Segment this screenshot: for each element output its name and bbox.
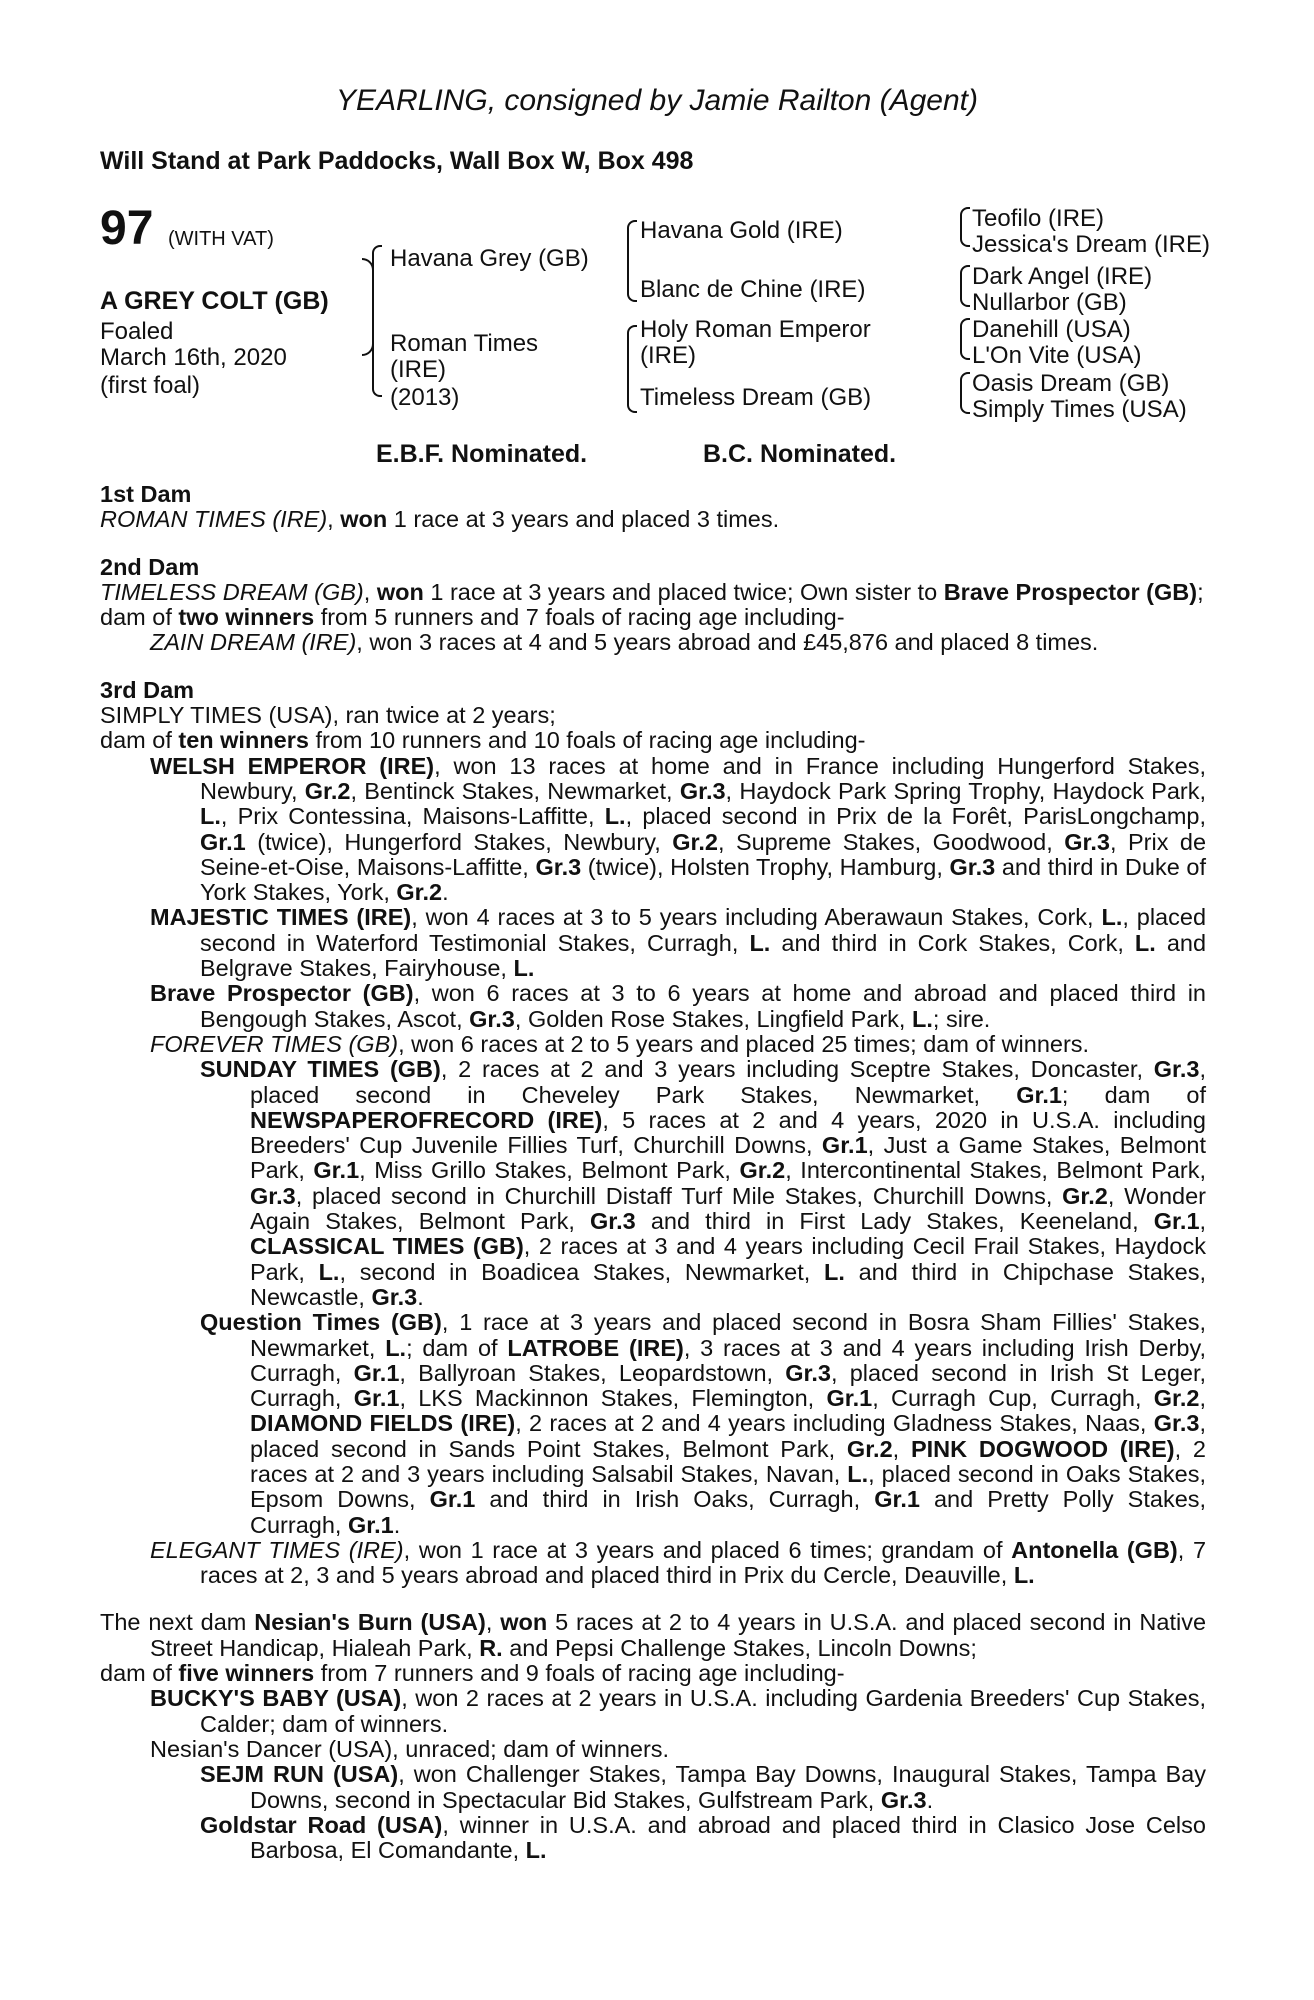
entry-text: Supreme Stakes, Goodwood, <box>735 828 1053 855</box>
pedigree-dam-1: Roman Times <box>390 330 539 357</box>
next-dam-entry: The next dam Nesian's Burn (USA), won 5 races at 2 to 4 years in U.S.A. and placed second in Native Street Handicap, Hialeah Park, R. and Pepsi Challenge Stakes, Lincoln Downs; <box>100 1609 1207 1661</box>
zain-dream-record: won 3 races at 4 and 5 years abroad and £45,876 and placed 8 times. <box>369 629 1099 656</box>
entry-text: (twice), Hungerford Stakes, Newbury, <box>257 828 661 855</box>
grade-badge: L. <box>385 1334 407 1361</box>
runners-count: from 7 runners and 9 foals of racing age including- <box>320 1660 845 1687</box>
grade-badge: L. <box>318 1258 340 1285</box>
won-label: won <box>500 1609 548 1636</box>
pedigree-brace-g3 <box>960 318 970 360</box>
horse-name-bold: WELSH EMPEROR (IRE) <box>150 752 435 779</box>
pedigree-notes <box>100 482 1206 1863</box>
entry-text: placed second in Oaks Stakes, Epsom Downs, <box>250 1460 1206 1513</box>
grade-badge: Gr.3 <box>1064 828 1110 855</box>
entry-text: 7 races at 2, 3 and 5 years abroad and placed third in Prix du Cercle, Deauville, <box>200 1536 1207 1589</box>
next-dam-produce <box>100 1661 1206 1686</box>
pedigree-g3-8: Simply Times (USA) <box>972 396 1187 423</box>
grade-badge: Gr.1 <box>353 1359 400 1386</box>
grade-badge: Gr.3 <box>949 853 996 880</box>
entry-text: and third in Chipchase Stakes, Newcastle, <box>250 1258 1206 1310</box>
grade-badge: L. <box>200 803 221 830</box>
horse-name-bold: CLASSICAL TIMES (GB) <box>250 1233 524 1260</box>
pedigree-brace-g4 <box>960 372 970 414</box>
pedigree-dam-dam: Timeless Dream (GB) <box>640 384 872 411</box>
winners-count: ten winners <box>178 727 309 754</box>
won-label: won <box>376 578 424 605</box>
entry-text: 2 races at 2 and 4 years including Gladness Stakes, Naas, <box>529 1410 1147 1437</box>
entry-text: and Pepsi Challenge Stakes, Lincoln Downs; <box>509 1634 977 1661</box>
pedigree-brace-g1 <box>960 207 970 247</box>
entry-text: 5 races at 2 and 4 years, 2020 in U.S.A. including Breeders' Cup Juvenile Fillies Turf, Churchill Downs, <box>250 1106 1206 1159</box>
entry-text: 2 races at 3 and 4 years including Cecil Frail Stakes, Haydock Park, <box>250 1233 1206 1285</box>
entry-text: placed second in Irish St Leger, Curragh, <box>250 1359 1207 1412</box>
grade-badge: Gr.3 <box>1153 1056 1200 1083</box>
entry-text: 2 races at 2 and 3 years including Salsabil Stakes, Navan, <box>250 1435 1206 1487</box>
second-dam-name: TIMELESS DREAM (GB) <box>100 578 364 605</box>
entry-text: Prix de Seine-et-Oise, Maisons-Laffitte, <box>200 828 1207 880</box>
horse-name-bold: Goldstar Road (USA) <box>200 1811 443 1838</box>
entry-text: dam of <box>1104 1081 1207 1108</box>
buckys-baby-entry: BUCKY'S BABY (USA), won 2 races at 2 years in U.S.A. including Gardenia Breeders' Cup Stakes, Calder; dam of winners. <box>150 1685 1206 1737</box>
pedigree-dam-2: (IRE) <box>390 356 446 383</box>
grade-badge: R. <box>479 1634 503 1661</box>
grade-badge: Gr.3 <box>679 777 726 804</box>
entry-text: 3 races at 3 and 4 years including Irish Derby, Curragh, <box>250 1334 1207 1386</box>
pedigree-dam-sire-2: (IRE) <box>640 342 696 369</box>
grade-badge: L. <box>513 955 535 982</box>
entry-text: Just a Game Stakes, Belmont Park, <box>250 1132 1207 1184</box>
pedigree-g3-2: Jessica's Dream (IRE) <box>972 231 1210 258</box>
grade-badge: L. <box>749 929 771 956</box>
entry-text: and third in Cork Stakes, Cork, <box>781 929 1124 956</box>
second-dam-text: TIMELESS DREAM (GB), won 1 race at 3 years and placed twice; Own sister to Brave Prospector (GB); <box>100 578 1204 605</box>
horse-name-bold: PINK DOGWOOD (IRE) <box>910 1435 1175 1462</box>
grade-badge: Gr.2 <box>1153 1385 1200 1412</box>
grade-badge: Gr.3 <box>250 1182 296 1209</box>
horse-name-bold: Nesian's Burn (USA) <box>254 1609 486 1636</box>
entry-text: placed second in Waterford Testimonial Stakes, Curragh, <box>200 904 1207 956</box>
won-label: won <box>340 506 388 533</box>
pedigree-brace-g2 <box>960 265 970 307</box>
horse-name-bold: Question Times (GB) <box>200 1309 442 1336</box>
grade-badge: L. <box>604 803 626 830</box>
entry-text: winner in U.S.A. and abroad and placed third in Clasico Jose Celso Barbosa, El Comandante, <box>250 1811 1206 1864</box>
entry-text: and third in First Lady Stakes, Keeneland, <box>650 1208 1139 1235</box>
entry-text: second in Boadicea Stakes, Newmarket, <box>359 1258 811 1285</box>
pedigree-sire: Havana Grey (GB) <box>390 245 589 272</box>
horse-name-bold: SEJM RUN (USA) <box>200 1761 399 1788</box>
first-dam-text: ROMAN TIMES (IRE), won 1 race at 3 years and placed 3 times. <box>100 506 780 533</box>
sister-name: Brave Prospector (GB) <box>943 578 1198 605</box>
foaled-date: March 16th, 2020 <box>100 344 287 371</box>
pedigree-brace-dam <box>627 325 637 413</box>
grade-badge: L. <box>847 1460 869 1487</box>
majestic-times-entry: MAJESTIC TIMES (IRE), won 4 races at 3 to 5 years including Aberawaun Stakes, Cork, L., placed second in Waterford Testimonial Stakes, Curragh, L. and third in Cork Stakes, Cork, L. and Belgrave Stakes, Fairyhouse, L. <box>150 904 1207 982</box>
entry-text: 1 race at 3 years and placed second in Bosra Sham Fillies' Stakes, Newmarket, <box>250 1309 1206 1361</box>
grade-badge: Gr.2 <box>739 1157 786 1184</box>
pedigree-brace-sire <box>627 220 637 302</box>
sunday-times-entry: SUNDAY TIMES (GB), 2 races at 2 and 3 years including Sceptre Stakes, Doncaster, Gr.3, placed second in Cheveley Park Stakes, Newmarket, Gr.1; dam of NEWSPAPEROFRECORD (IRE), 5 races at 2 and 4 years, 2020 in U.S.A. including Breeders' Cup Juvenile Fillies Turf, Churchill Downs, Gr.1, Just a Game Stakes, Belmont Park, Gr.1, Miss Grillo Stakes, Belmont Park, Gr.2, Intercontinental Stakes, Belmont Park, Gr.3, placed second in Churchill Distaff Turf Mile Stakes, Churchill Downs, Gr.2, Wonder Again Stakes, Belmont Park, Gr.3 and third in First Lady Stakes, Keeneland, Gr.1, CLASSICAL TIMES (GB), 2 races at 3 and 4 years including Cecil Frail Stakes, Haydock Park, L., second in Boadicea Stakes, Newmarket, L. and third in Chipchase Stakes, Newcastle, Gr.3. <box>200 1056 1207 1310</box>
grade-badge: Gr.1 <box>821 1132 868 1159</box>
entry-text: won 1 race at 3 years and placed 6 times; grandam of <box>418 1536 1003 1563</box>
stand-location: Will Stand at Park Paddocks, Wall Box W, Box 498 <box>100 147 694 175</box>
winners-count: five winners <box>178 1660 315 1687</box>
entry-text: 2 races at 2 and 3 years including Sceptre Stakes, Doncaster, <box>458 1056 1143 1083</box>
entry-text: sire. <box>945 1005 991 1032</box>
grade-badge: Gr.3 <box>1153 1410 1200 1437</box>
grade-badge: Gr.1 <box>200 828 246 855</box>
second-dam-produce <box>100 605 1206 630</box>
entry-text: Wonder Again Stakes, Belmont Park, <box>250 1182 1206 1235</box>
entry-text: Golden Rose Stakes, Lingfield Park, <box>527 1005 906 1032</box>
grade-badge: Gr.1 <box>1153 1208 1200 1235</box>
grade-badge: Gr.1 <box>874 1486 920 1513</box>
horse-name-bold: LATROBE (IRE) <box>507 1334 684 1361</box>
foaled-label: Foaled <box>100 318 174 345</box>
grade-badge: Gr.1 <box>1016 1081 1062 1108</box>
grade-badge: L. <box>1134 929 1156 956</box>
entry-text: 5 races at 2 to 4 years in U.S.A. and placed second in Native Street Handicap, Hialeah Park, <box>150 1609 1207 1661</box>
grade-badge: Gr.2 <box>1062 1182 1108 1209</box>
entry-text: placed second in Prix de la Forêt, ParisLongchamp, <box>642 803 1207 830</box>
pedigree-brace-parents <box>372 245 382 397</box>
runners-count: from 10 runners and 10 foals of racing age including- <box>315 727 866 754</box>
grade-badge: Gr.2 <box>672 828 718 855</box>
entry-text: won 2 races at 2 years in U.S.A. including Gardenia Breeders' Cup Stakes, Calder; dam of winners. <box>200 1685 1206 1737</box>
dam-of-label: dam of <box>100 1660 172 1687</box>
grade-badge: Gr.1 <box>347 1511 394 1538</box>
first-dam-name: ROMAN TIMES (IRE) <box>100 506 328 533</box>
horse-name-bold: NEWSPAPEROFRECORD (IRE) <box>250 1106 603 1133</box>
grade-badge: L. <box>911 1005 933 1032</box>
zain-dream-name: ZAIN DREAM (IRE) <box>150 629 357 656</box>
forever-times-entry: FOREVER TIMES (GB), won 6 races at 2 to 5 years and placed 25 times; dam of winners. <box>150 1030 1090 1057</box>
pedigree-g3-5: Danehill (USA) <box>972 316 1131 343</box>
horse-name: A GREY COLT (GB) <box>100 287 329 315</box>
first-dam-record: 1 race at 3 years and placed 3 times. <box>393 506 780 533</box>
entry-text: and Belgrave Stakes, Fairyhouse, <box>200 929 1207 982</box>
winners-count: two winners <box>178 604 315 631</box>
entry-text: won 6 races at 2 to 5 years and placed 25 times; dam of winners. <box>411 1030 1090 1057</box>
horse-name-bold: BUCKY'S BABY (USA) <box>150 1685 402 1712</box>
entry-text: Bentinck Stakes, Newmarket, <box>364 777 673 804</box>
entry-text: won 6 races at 3 to 6 years at home and abroad and placed third in Bengough Stakes, Ascot, <box>200 980 1206 1032</box>
pedigree-sire-dam: Blanc de Chine (IRE) <box>640 276 866 303</box>
entry-text: and third in Duke of York Stakes, York, <box>200 853 1207 906</box>
horse-name-bold: Brave Prospector (GB) <box>150 980 414 1007</box>
pedigree-g3-3: Dark Angel (IRE) <box>972 263 1153 290</box>
first-dam-heading: 1st Dam <box>100 481 192 507</box>
entry-text: Prix Contessina, Maisons-Laffitte, <box>237 803 595 830</box>
horse-name-italic: FOREVER TIMES (GB) <box>150 1030 399 1057</box>
vat-note: (WITH VAT) <box>168 228 274 250</box>
grade-badge: Gr.3 <box>785 1359 831 1386</box>
horse-name-bold: DIAMOND FIELDS (IRE) <box>250 1410 516 1437</box>
entry-text: Haydock Park Spring Trophy, Haydock Park, <box>739 777 1207 804</box>
entry-text: Curragh Cup, Curragh, <box>891 1385 1142 1412</box>
grade-badge: Gr.1 <box>313 1157 360 1184</box>
grade-badge: Gr.3 <box>535 853 582 880</box>
lot-number: 97 <box>100 202 154 255</box>
runners-count: from 5 runners and 7 foals of racing age including- <box>320 604 845 631</box>
horse-name-bold: SUNDAY TIMES (GB) <box>200 1056 441 1083</box>
grade-badge: Gr.3 <box>469 1005 515 1032</box>
entry-text: Ballyroan Stakes, Leopardstown, <box>418 1359 774 1386</box>
grade-badge: Gr.2 <box>846 1435 893 1462</box>
sejm-run-entry: SEJM RUN (USA), won Challenger Stakes, Tampa Bay Downs, Inaugural Stakes, Tampa Bay Downs, second in Spectacular Bid Stakes, Gulfstream Park, Gr.3. <box>200 1761 1206 1813</box>
grade-badge: Gr.1 <box>353 1385 400 1412</box>
zain-dream-entry: ZAIN DREAM (IRE), won 3 races at 4 and 5 years abroad and £45,876 and placed 8 times. <box>150 629 1099 656</box>
grade-badge: L. <box>525 1837 547 1864</box>
grade-badge: Gr.3 <box>880 1786 927 1813</box>
entry-text: placed second in Cheveley Park Stakes, Newmarket, <box>250 1081 981 1108</box>
grade-badge: Gr.3 <box>590 1208 636 1235</box>
grade-badge: Gr.2 <box>304 777 351 804</box>
brave-prospector-entry: Brave Prospector (GB), won 6 races at 3 to 6 years at home and abroad and placed third in Bengough Stakes, Ascot, Gr.3, Golden Rose Stakes, Lingfield Park, L.; sire. <box>150 980 1206 1032</box>
question-times-entry: Question Times (GB), 1 race at 3 years and placed second in Bosra Sham Fillies' Stakes, Newmarket, L.; dam of LATROBE (IRE), 3 races at 3 and 4 years including Irish Derby, Curragh, Gr.1, Ballyroan Stakes, Leopardstown, Gr.3, placed second in Irish St Leger, Curragh, Gr.1, LKS Mackinnon Stakes, Flemington, Gr.1, Curragh Cup, Curragh, Gr.2, DIAMOND FIELDS (IRE), 2 races at 2 and 4 years including Gladness Stakes, Naas, Gr.3, placed second in Sands Point Stakes, Belmont Park, Gr.2, PINK DOGWOOD (IRE), 2 races at 2 and 3 years including Salsabil Stakes, Navan, L., placed second in Oaks Stakes, Epsom Downs, Gr.1 and third in Irish Oaks, Curragh, Gr.1 and Pretty Polly Stakes, Curragh, Gr.1. <box>200 1309 1207 1538</box>
pedigree-g3-7: Oasis Dream (GB) <box>972 370 1170 397</box>
entry-text: won 13 races at home and in France including Hungerford Stakes, Newbury, <box>200 752 1206 804</box>
pedigree-dam-sire-1: Holy Roman Emperor <box>640 316 871 343</box>
page-title: YEARLING, consigned by Jamie Railton (Agent) <box>336 84 978 117</box>
elegant-times-entry: ELEGANT TIMES (IRE), won 1 race at 3 years and placed 6 times; grandam of Antonella (GB), 7 races at 2, 3 and 5 years abroad and placed third in Prix du Cercle, Deauville, L. <box>150 1536 1207 1589</box>
horse-name-italic: ELEGANT TIMES (IRE) <box>150 1536 404 1563</box>
horse-name-bold: MAJESTIC TIMES (IRE) <box>150 904 412 931</box>
second-dam-record: 1 race at 3 years and placed twice; Own sister to <box>430 578 938 605</box>
dam-of-label: dam of <box>100 604 172 631</box>
ebf-nominated: E.B.F. Nominated. <box>376 440 588 468</box>
nesians-dancer-entry: Nesian's Dancer (USA), unraced; dam of winners. <box>150 1735 670 1762</box>
grade-badge: L. <box>1101 904 1123 931</box>
grade-badge: L. <box>1013 1562 1035 1589</box>
grade-badge: Gr.3 <box>371 1283 418 1310</box>
pedigree-g3-1: Teofilo (IRE) <box>972 205 1105 232</box>
entry-text: placed second in Sands Point Stakes, Belmont Park, <box>250 1435 836 1462</box>
grade-badge: L. <box>823 1258 845 1285</box>
entry-text: Miss Grillo Stakes, Belmont Park, <box>374 1157 731 1184</box>
welsh-emperor-entry: WELSH EMPEROR (IRE), won 13 races at home and in France including Hungerford Stakes, Newbury, Gr.2, Bentinck Stakes, Newmarket, Gr.3, Haydock Park Spring Trophy, Haydock Park, L., Prix Contessina, Maisons-Laffitte, L., placed second in Prix de la Forêt, ParisLongchamp, Gr.1 (twice), Hungerford Stakes, Newbury, Gr.2, Supreme Stakes, Goodwood, Gr.3, Prix de Seine-et-Oise, Maisons-Laffitte, Gr.3 (twice), Holsten Trophy, Hamburg, Gr.3 and third in Duke of York Stakes, York, Gr.2. <box>150 752 1207 906</box>
pedigree-g3-4: Nullarbor (GB) <box>972 289 1127 316</box>
dam-of-label: dam of <box>100 727 172 754</box>
goldstar-road-entry: Goldstar Road (USA), winner in U.S.A. and abroad and placed third in Clasico Jose Celso Barbosa, El Comandante, L. <box>200 1811 1206 1864</box>
grade-badge: Gr.1 <box>826 1385 873 1412</box>
pedigree-g3-6: L'On Vite (USA) <box>972 342 1142 369</box>
entry-text: and Pretty Polly Stakes, Curragh, <box>250 1486 1207 1538</box>
entry-text: LKS Mackinnon Stakes, Flemington, <box>418 1385 815 1412</box>
entry-text: won Challenger Stakes, Tampa Bay Downs, Inaugural Stakes, Tampa Bay Downs, second in Spectacular Bid Stakes, Gulfstream Park, <box>250 1761 1206 1813</box>
entry-text: won 4 races at 3 to 5 years including Aberawaun Stakes, Cork, <box>425 904 1094 931</box>
entry-text: The next dam <box>100 1609 247 1636</box>
first-foal-note: (first foal) <box>100 372 201 399</box>
horse-name-bold: Antonella (GB) <box>1011 1536 1178 1563</box>
grade-badge: Gr.1 <box>429 1486 476 1513</box>
pedigree-sire-sire: Havana Gold (IRE) <box>640 217 843 244</box>
grade-badge: Gr.2 <box>396 879 443 906</box>
entry-text: Intercontinental Stakes, Belmont Park, <box>800 1157 1207 1184</box>
entry-text: placed second in Churchill Distaff Turf Mile Stakes, Churchill Downs, <box>312 1182 1053 1209</box>
entry-text: (twice), Holsten Trophy, Hamburg, <box>587 853 943 880</box>
entry-text: dam of <box>422 1334 498 1361</box>
pedigree-dam-3: (2013) <box>390 384 460 411</box>
entry-text: and third in Irish Oaks, Curragh, <box>489 1486 861 1513</box>
third-dam-produce <box>100 728 1206 753</box>
third-dam-heading: 3rd Dam <box>100 676 195 703</box>
third-dam-line: SIMPLY TIMES (USA), ran twice at 2 years; <box>100 702 556 729</box>
second-dam-heading: 2nd Dam <box>100 553 200 580</box>
bc-nominated: B.C. Nominated. <box>703 440 897 468</box>
